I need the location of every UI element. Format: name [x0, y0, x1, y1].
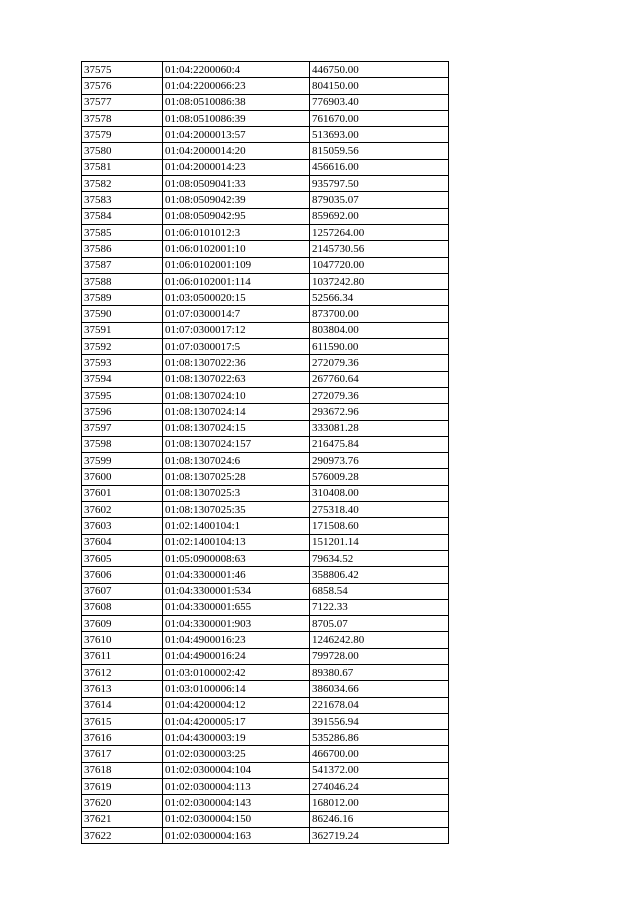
record-number-cell: 37599 — [82, 453, 163, 469]
table-row — [82, 746, 449, 762]
table-row — [82, 534, 449, 550]
cadastral-number-cell: 01:04:2200066:23 — [163, 78, 310, 94]
record-number-cell: 37580 — [82, 143, 163, 159]
record-number-cell: 37578 — [82, 110, 163, 126]
record-number-cell: 37618 — [82, 762, 163, 778]
table-row — [82, 241, 449, 257]
value-cell: 216475.84 — [310, 436, 449, 452]
cadastral-number-cell: 01:08:0510086:38 — [163, 94, 310, 110]
cadastral-number-cell: 01:08:1307022:36 — [163, 355, 310, 371]
value-cell: 761670.00 — [310, 110, 449, 126]
table-row — [82, 550, 449, 566]
value-cell: 513693.00 — [310, 127, 449, 143]
value-cell: 358806.42 — [310, 567, 449, 583]
table-row — [82, 713, 449, 729]
value-cell: 799728.00 — [310, 648, 449, 664]
cadastral-number-cell: 01:03:0100002:42 — [163, 664, 310, 680]
value-cell: 171508.60 — [310, 518, 449, 534]
cadastral-number-cell: 01:04:2000013:57 — [163, 127, 310, 143]
record-number-cell: 37606 — [82, 567, 163, 583]
table-row — [82, 355, 449, 371]
table-row — [82, 176, 449, 192]
table-row — [82, 192, 449, 208]
table-row — [82, 664, 449, 680]
value-cell: 611590.00 — [310, 339, 449, 355]
value-cell: 272079.36 — [310, 387, 449, 403]
value-cell: 859692.00 — [310, 208, 449, 224]
cadastral-number-cell: 01:07:0300014:7 — [163, 306, 310, 322]
table-row — [82, 436, 449, 452]
cadastral-number-cell: 01:04:4200005:17 — [163, 713, 310, 729]
cadastral-number-cell: 01:04:4900016:24 — [163, 648, 310, 664]
record-number-cell: 37590 — [82, 306, 163, 322]
record-number-cell: 37582 — [82, 176, 163, 192]
record-number-cell: 37609 — [82, 616, 163, 632]
value-cell: 386034.66 — [310, 681, 449, 697]
value-cell: 935797.50 — [310, 176, 449, 192]
record-number-cell: 37611 — [82, 648, 163, 664]
value-cell: 466700.00 — [310, 746, 449, 762]
value-cell: 1246242.80 — [310, 632, 449, 648]
cadastral-number-cell: 01:04:3300001:655 — [163, 599, 310, 615]
cadastral-number-cell: 01:05:0900008:63 — [163, 550, 310, 566]
value-cell: 79634.52 — [310, 550, 449, 566]
cadastral-number-cell: 01:08:1307024:6 — [163, 453, 310, 469]
table-row — [82, 339, 449, 355]
record-number-cell: 37601 — [82, 485, 163, 501]
value-cell: 151201.14 — [310, 534, 449, 550]
record-number-cell: 37615 — [82, 713, 163, 729]
cadastral-number-cell: 01:04:2000014:20 — [163, 143, 310, 159]
value-cell: 168012.00 — [310, 795, 449, 811]
table-row — [82, 420, 449, 436]
table-row — [82, 567, 449, 583]
value-cell: 8705.07 — [310, 616, 449, 632]
record-number-cell: 37586 — [82, 241, 163, 257]
record-number-cell: 37622 — [82, 827, 163, 843]
table-row — [82, 795, 449, 811]
value-cell: 6858.54 — [310, 583, 449, 599]
table-row — [82, 583, 449, 599]
cadastral-number-cell: 01:08:0510086:39 — [163, 110, 310, 126]
table-row — [82, 469, 449, 485]
value-cell: 1037242.80 — [310, 273, 449, 289]
cadastral-number-cell: 01:06:0102001:114 — [163, 273, 310, 289]
table-body — [82, 62, 449, 844]
record-number-cell: 37604 — [82, 534, 163, 550]
value-cell: 290973.76 — [310, 453, 449, 469]
cadastral-number-cell: 01:02:1400104:1 — [163, 518, 310, 534]
record-number-cell: 37591 — [82, 322, 163, 338]
value-cell: 879035.07 — [310, 192, 449, 208]
record-number-cell: 37585 — [82, 224, 163, 240]
cadastral-number-cell: 01:02:0300004:143 — [163, 795, 310, 811]
record-number-cell: 37587 — [82, 257, 163, 273]
cadastral-number-cell: 01:04:2000014:23 — [163, 159, 310, 175]
cadastral-number-cell: 01:06:0102001:109 — [163, 257, 310, 273]
value-cell: 274046.24 — [310, 779, 449, 795]
record-number-cell: 37612 — [82, 664, 163, 680]
table-row — [82, 159, 449, 175]
record-number-cell: 37592 — [82, 339, 163, 355]
cadastral-number-cell: 01:04:3300001:534 — [163, 583, 310, 599]
cadastral-number-cell: 01:08:1307024:15 — [163, 420, 310, 436]
value-cell: 89380.67 — [310, 664, 449, 680]
record-number-cell: 37593 — [82, 355, 163, 371]
table-row — [82, 94, 449, 110]
value-cell: 2145730.56 — [310, 241, 449, 257]
record-number-cell: 37588 — [82, 273, 163, 289]
record-number-cell: 37610 — [82, 632, 163, 648]
cadastral-number-cell: 01:02:0300004:163 — [163, 827, 310, 843]
cadastral-number-cell: 01:06:0102001:10 — [163, 241, 310, 257]
record-number-cell: 37613 — [82, 681, 163, 697]
cadastral-number-cell: 01:08:1307024:14 — [163, 404, 310, 420]
value-cell: 803804.00 — [310, 322, 449, 338]
cadastral-number-cell: 01:08:1307025:35 — [163, 502, 310, 518]
value-cell: 1047720.00 — [310, 257, 449, 273]
cadastral-number-cell: 01:08:1307022:63 — [163, 371, 310, 387]
cadastral-number-cell: 01:02:0300004:150 — [163, 811, 310, 827]
table-row — [82, 143, 449, 159]
record-number-cell: 37617 — [82, 746, 163, 762]
table-row — [82, 827, 449, 843]
table-row — [82, 518, 449, 534]
value-cell: 52566.34 — [310, 290, 449, 306]
value-cell: 535286.86 — [310, 730, 449, 746]
value-cell: 275318.40 — [310, 502, 449, 518]
value-cell: 362719.24 — [310, 827, 449, 843]
table-row — [82, 502, 449, 518]
table-row — [82, 453, 449, 469]
record-number-cell: 37614 — [82, 697, 163, 713]
record-number-cell: 37600 — [82, 469, 163, 485]
table-row — [82, 730, 449, 746]
value-cell: 873700.00 — [310, 306, 449, 322]
record-number-cell: 37616 — [82, 730, 163, 746]
cadastral-number-cell: 01:08:0509041:33 — [163, 176, 310, 192]
cadastral-number-cell: 01:06:0101012:3 — [163, 224, 310, 240]
table-row — [82, 616, 449, 632]
cadastral-number-cell: 01:03:0500020:15 — [163, 290, 310, 306]
value-cell: 267760.64 — [310, 371, 449, 387]
value-cell: 446750.00 — [310, 62, 449, 78]
cadastral-number-cell: 01:02:0300004:113 — [163, 779, 310, 795]
table-row — [82, 127, 449, 143]
table-row — [82, 648, 449, 664]
value-cell: 333081.28 — [310, 420, 449, 436]
value-cell: 221678.04 — [310, 697, 449, 713]
cadastral-number-cell: 01:02:1400104:13 — [163, 534, 310, 550]
table-row — [82, 322, 449, 338]
cadastral-number-cell: 01:08:0509042:39 — [163, 192, 310, 208]
cadastral-number-cell: 01:04:3300001:903 — [163, 616, 310, 632]
value-cell: 391556.94 — [310, 713, 449, 729]
table-row — [82, 110, 449, 126]
value-cell: 815059.56 — [310, 143, 449, 159]
record-number-cell: 37603 — [82, 518, 163, 534]
cadastral-number-cell: 01:04:4300003:19 — [163, 730, 310, 746]
record-number-cell: 37608 — [82, 599, 163, 615]
cadastral-number-cell: 01:02:0300004:104 — [163, 762, 310, 778]
value-cell: 541372.00 — [310, 762, 449, 778]
record-number-cell: 37621 — [82, 811, 163, 827]
record-number-cell: 37598 — [82, 436, 163, 452]
cadastral-number-cell: 01:07:0300017:5 — [163, 339, 310, 355]
table-row — [82, 208, 449, 224]
record-number-cell: 37575 — [82, 62, 163, 78]
table-row — [82, 404, 449, 420]
table-row — [82, 485, 449, 501]
cadastral-number-cell: 01:08:1307025:3 — [163, 485, 310, 501]
table-row — [82, 290, 449, 306]
value-cell: 7122.33 — [310, 599, 449, 615]
record-number-cell: 37576 — [82, 78, 163, 94]
record-number-cell: 37597 — [82, 420, 163, 436]
record-number-cell: 37577 — [82, 94, 163, 110]
cadastral-number-cell: 01:04:2200060:4 — [163, 62, 310, 78]
cadastral-number-cell: 01:03:0100006:14 — [163, 681, 310, 697]
table-row — [82, 681, 449, 697]
value-cell: 804150.00 — [310, 78, 449, 94]
table-row — [82, 387, 449, 403]
table-row — [82, 371, 449, 387]
cadastral-number-cell: 01:08:1307024:10 — [163, 387, 310, 403]
table-row — [82, 62, 449, 78]
value-cell: 776903.40 — [310, 94, 449, 110]
record-number-cell: 37596 — [82, 404, 163, 420]
value-cell: 272079.36 — [310, 355, 449, 371]
cadastral-number-cell: 01:04:3300001:46 — [163, 567, 310, 583]
record-number-cell: 37584 — [82, 208, 163, 224]
record-number-cell: 37579 — [82, 127, 163, 143]
table-row — [82, 632, 449, 648]
table-row — [82, 306, 449, 322]
value-cell: 1257264.00 — [310, 224, 449, 240]
cadastral-number-cell: 01:08:1307025:28 — [163, 469, 310, 485]
record-number-cell: 37595 — [82, 387, 163, 403]
table-row — [82, 257, 449, 273]
record-number-cell: 37589 — [82, 290, 163, 306]
value-cell: 456616.00 — [310, 159, 449, 175]
record-number-cell: 37602 — [82, 502, 163, 518]
record-number-cell: 37620 — [82, 795, 163, 811]
table-row — [82, 273, 449, 289]
record-number-cell: 37594 — [82, 371, 163, 387]
cadastral-number-cell: 01:08:1307024:157 — [163, 436, 310, 452]
table-row — [82, 762, 449, 778]
value-cell: 310408.00 — [310, 485, 449, 501]
record-number-cell: 37607 — [82, 583, 163, 599]
table-row — [82, 779, 449, 795]
table-row — [82, 697, 449, 713]
cadastral-number-cell: 01:08:0509042:95 — [163, 208, 310, 224]
table-row — [82, 599, 449, 615]
data-table — [81, 61, 449, 844]
cadastral-number-cell: 01:04:4200004:12 — [163, 697, 310, 713]
record-number-cell: 37583 — [82, 192, 163, 208]
record-number-cell: 37581 — [82, 159, 163, 175]
record-number-cell: 37605 — [82, 550, 163, 566]
value-cell: 293672.96 — [310, 404, 449, 420]
table-row — [82, 78, 449, 94]
table-row — [82, 224, 449, 240]
value-cell: 86246.16 — [310, 811, 449, 827]
cadastral-number-cell: 01:04:4900016:23 — [163, 632, 310, 648]
value-cell: 576009.28 — [310, 469, 449, 485]
record-number-cell: 37619 — [82, 779, 163, 795]
cadastral-number-cell: 01:07:0300017:12 — [163, 322, 310, 338]
cadastral-number-cell: 01:02:0300003:25 — [163, 746, 310, 762]
table-row — [82, 811, 449, 827]
